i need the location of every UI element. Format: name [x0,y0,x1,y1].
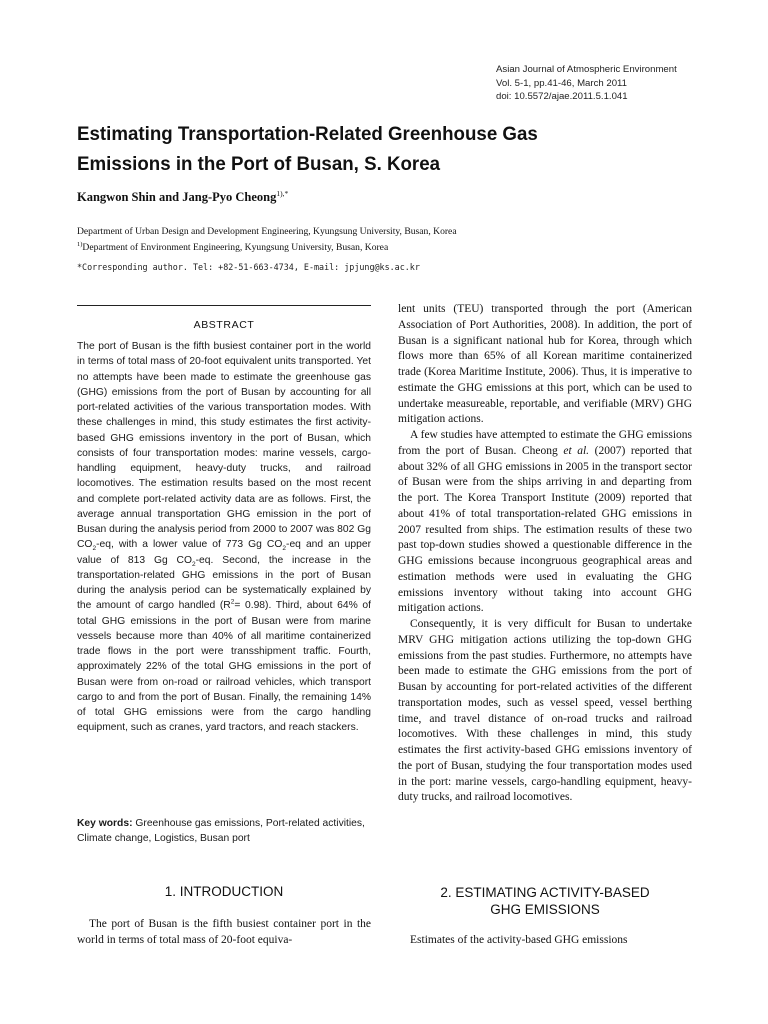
subscript: 2 [192,560,196,568]
journal-name: Asian Journal of Atmospheric Environment [496,64,677,75]
affiliation-2-mark: 1) [77,241,83,248]
author-list [77,189,288,205]
abstract-text-5: = 0.98). Third, about 64% of total GHG emissions in the port of Busan were from marine vessels because more than 40% of all maritime containerized trade flows in the port were transshipment traffic. Fourth, approximately 22% of the total GHG emissions in the port of Busan were from on-road or railroad vehicles, which transport cargo to and from the port of Busan. Finally, the remaining 14% of total GHG emissions were from the cargo handling equipment, such as cranes, yard tractors, and reach stackers. [77,600,371,734]
paragraph: lent units (TEU) transported through the port (American Association of Port Authorities, 2008). In addition, the port of Busan is a significant national hub for Korea, through which flows more than 65% of all Korean maritime containerized trade (Korea Maritime Institute, 2006). Thus, it is imperative to estimate the GHG emissions at this port, which can be used to undertake measureable, reportable, and verifiable (MRV) GHG mitigation actions. [398,303,692,426]
section-2-heading-line-2: GHG EMISSIONS [490,902,600,917]
paragraph [398,428,692,617]
section-1-heading: 1. INTRODUCTION [164,884,284,899]
abstract-text-4: -eq. Second, the increase in the transportation-related GHG emissions in the port of Busan during the analysis period can be systematically explained by the amount of cargo handled (R [77,554,371,612]
paper-title [77,119,701,179]
keywords-text: Greenhouse gas emissions, Port-related activities, Climate change, Logistics, Busan port [77,818,365,845]
keywords-label: Key words: [77,818,133,829]
intro-paragraph: The port of Busan is the fifth busiest container port in the world in terms of total mass of 20-foot equiva- [77,918,371,946]
abstract-text-1: The port of Busan is the fifth busiest container port in the world in terms of total mass of 20-foot equivalent units transported. Yet no attempts have been made to estimate the greenhouse gas (GHG) emissions from the port of Busan by accounting for all port-related activities of the various transportation modes. With these challenges in mind, this study estimates the first activity-based GHG emissions inventory in the port of Busan, which consists of four transportation modes: marine vessels, cargo-handling equipment, heavy-duty trucks, and railroad locomotives. The estimation results based on the most recent and complete port-related activity data are as follows. First, the average annual transportation GHG emission in the port of Busan during the analysis period from 2000 to 2007 was 802 Gg CO [77,341,371,551]
section-2-heading [398,884,692,918]
et-al: et al. [563,444,590,457]
abstract-heading: ABSTRACT [193,319,255,331]
divider [77,305,371,306]
section-2-text: Estimates of the activity-based GHG emissions [410,934,628,946]
section-1-text [77,917,371,949]
title-line-1: Estimating Transportation-Related Greenhouse Gas [77,123,538,145]
subscript: 2 [282,545,287,553]
subscript: 2 [92,545,97,553]
affiliation-1: Department of Urban Design and Development Engineering, Kyungsung University, Busan, Korea [77,226,457,237]
paragraph-text: A few studies have attempted to estimate the GHG emissions from the port of Busan. Cheong [398,429,692,457]
right-column [398,302,692,806]
journal-info [496,63,756,104]
author-marks: 1),* [276,189,289,198]
abstract-text-2: -eq, with a lower value of 773 Gg CO [96,539,283,551]
corresponding-author: *Corresponding author. Tel: +82-51-663-4734, E-mail: jpjung@ks.ac.kr [77,262,420,272]
paragraph-text: (2007) reported that about 32% of all GHG emissions in 2005 in the transport sector of Busan were from the ships arriving in and departing from the port. The Korea Transport Institute (2009) reported that about 41% of total transportation-related GHG emissions in 2007 resulted from ships. The estimation results of these two past top-down studies showed a questionable difference in the GHG emissions because incongruous geographical areas and estimation methods were used in evaluating the GHG emissions inventory without taking into account GHG mitigation actions. [398,444,692,615]
affiliations [77,225,717,254]
abstract-text-3: -eq and an upper value of 813 Gg CO [77,539,371,566]
author-names: Kangwon Shin and Jang-Pyo Cheong [77,190,277,205]
affiliation-2 [77,238,717,254]
journal-volume: Vol. 5-1, pp.41-46, March 2011 [496,77,628,89]
section-2-heading-line-1: 2. ESTIMATING ACTIVITY-BASED [440,885,650,900]
keywords [77,816,371,847]
abstract-body [77,339,371,736]
journal-doi: doi: 10.5572/ajae.2011.5.1.041 [496,91,628,102]
title-line-2: Emissions in the Port of Busan, S. Korea [77,153,441,175]
paragraph: Consequently, it is very difficult for Busan to undertake MRV GHG mitigation actions utilizing the top-down GHG emissions from the past studies. Furthermore, no attempts have been made to estimate the GHG emissions from the port of Busan by accounting for port-related activities of the different transportation modes, such as vessel speed, vessel berthing time, and travel distance of on-road trucks and railroad locomotives. With these challenges in mind, this study estimates the first activity-based GHG emissions inventory of the port of Busan, studying the four transportation modes used in the port: marine vessels, cargo-handling equipment, heavy-duty trucks, and railroad locomotives. [398,618,692,804]
affiliation-2-text: Department of Environment Engineering, Kyungsung University, Busan, Korea [82,242,389,254]
superscript: 2 [230,598,235,606]
